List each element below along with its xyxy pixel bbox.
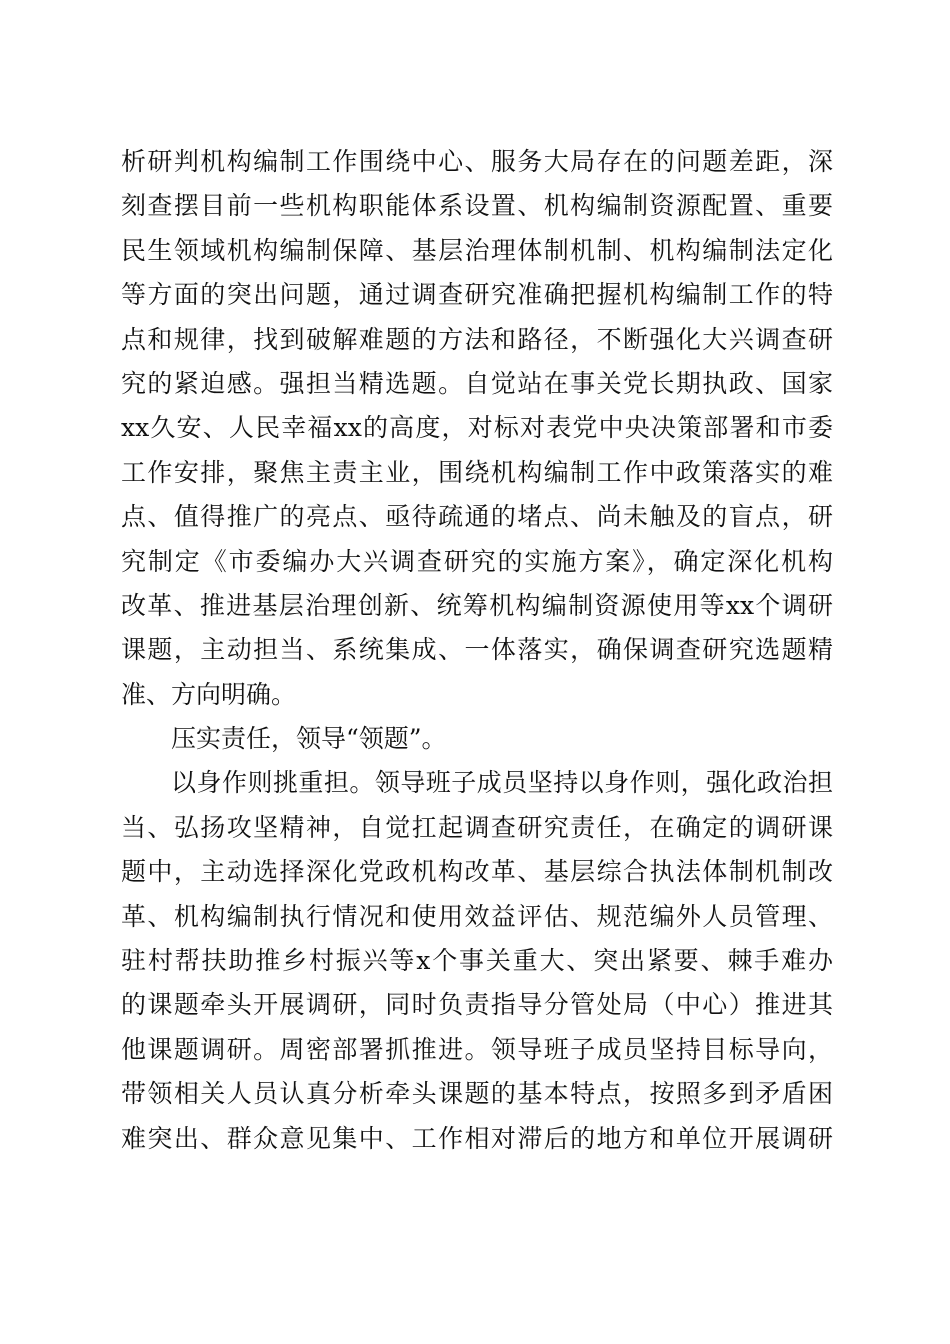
text-line: 题中，主动选择深化党政机构改革、基层综合执法体制机制改 bbox=[121, 857, 833, 887]
section-heading: 压实责任，领导“领题”。 bbox=[171, 724, 447, 754]
body-text bbox=[121, 140, 833, 1161]
text-line: 工作安排，聚焦主责主业，围绕机构编制工作中政策落实的难 bbox=[121, 457, 833, 487]
text-line: 究的紧迫感。强担当精选题。自觉站在事关党长期执政、国家 bbox=[121, 368, 833, 398]
text-line: 析研判机构编制工作围绕中心、服务大局存在的问题差距，深 bbox=[121, 147, 833, 176]
text-line: 准、方向明确。 bbox=[121, 679, 297, 709]
text-line: 以身作则挑重担。领导班子成员坚持以身作则，强化政治担 bbox=[171, 768, 833, 798]
text-line: 他课题调研。周密部署抓推进。领导班子成员坚持目标导向， bbox=[121, 1034, 833, 1064]
text-line: 驻村帮扶助推乡村振兴等x个事关重大、突出紧要、棘手难办 bbox=[121, 946, 833, 976]
text-line: xx久安、人民幸福xx的高度，对标对表党中央决策部署和市委 bbox=[121, 413, 833, 443]
text-line: 的课题牵头开展调研，同时负责指导分管处局（中心）推进其 bbox=[121, 990, 833, 1020]
text-line: 当、弘扬攻坚精神，自觉扛起调查研究责任，在确定的调研课 bbox=[121, 812, 833, 842]
text-line: 点和规律，找到破解难题的方法和路径，不断强化大兴调查研 bbox=[121, 324, 833, 354]
text-line: 等方面的突出问题，通过调查研究准确把握机构编制工作的特 bbox=[121, 280, 833, 310]
text-line: 民生领域机构编制保障、基层治理体制机制、机构编制法定化 bbox=[121, 235, 833, 265]
text-line: 课题，主动担当、系统集成、一体落实，确保调查研究选题精 bbox=[121, 635, 833, 665]
text-line: 点、值得推广的亮点、亟待疏通的堵点、尚未触及的盲点，研 bbox=[121, 502, 833, 532]
text-line: 带领相关人员认真分析牵头课题的基本特点，按照多到矛盾困 bbox=[121, 1079, 833, 1109]
text-line: 革、机构编制执行情况和使用效益评估、规范编外人员管理、 bbox=[121, 901, 833, 931]
text-line: 改革、推进基层治理创新、统筹机构编制资源使用等xx个调研 bbox=[121, 590, 833, 620]
text-line: 刻查摆目前一些机构职能体系设置、机构编制资源配置、重要 bbox=[121, 191, 833, 221]
text-line: 难突出、群众意见集中、工作相对滞后的地方和单位开展调研 bbox=[121, 1123, 833, 1153]
text-line: 究制定《市委编办大兴调查研究的实施方案》，确定深化机构 bbox=[121, 546, 833, 576]
